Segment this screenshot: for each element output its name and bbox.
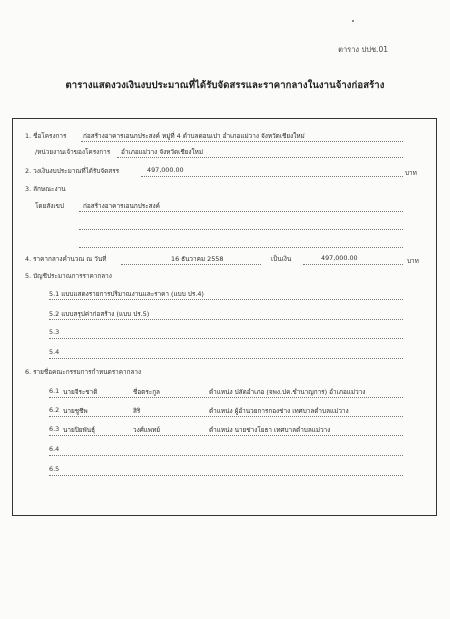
item5-entry: 5.3 <box>49 328 60 336</box>
member-no: 6.3 <box>49 425 60 433</box>
member-name: นายจีระชาติ <box>63 388 98 396</box>
item3-sub-label: โดยสังเขป <box>35 202 64 210</box>
item5-entry-line <box>49 358 403 359</box>
item4-date-line <box>121 264 261 265</box>
member-surname: สิริ <box>133 407 141 415</box>
item3-value: ก่อสร้างอาคารเอนกประสงค์ <box>83 202 160 210</box>
member-position: ตำแหน่ง ปลัดอำเภอ (จพง.ปค.ชำนาญการ) อำเภอแม่วาง <box>209 388 366 396</box>
item3-line-1 <box>79 211 403 212</box>
item1-agency-line <box>117 157 403 158</box>
item4-amount-label: เป็นเงิน <box>271 255 292 263</box>
member-surname: วงศ์แพทย์ <box>133 426 161 434</box>
member-name: นายปิยพันธุ์ <box>63 426 95 434</box>
item1-agency-label: /หน่วยงานเจ้าของโครงการ <box>35 148 111 156</box>
item5-entry: 5.2 แบบสรุปค่าก่อสร้าง (แบบ ปร.5) <box>49 310 150 318</box>
item5-entry-line <box>49 299 403 300</box>
item5-entry-line <box>49 319 403 320</box>
member-no: 6.2 <box>49 406 60 414</box>
scan-speck <box>352 20 354 22</box>
item2-label: 2. วงเงินงบประมาณที่ได้รับจัดสรร <box>25 167 120 175</box>
item4-unit: บาท <box>407 257 419 265</box>
item5-entry: 5.4 <box>49 348 60 356</box>
item2-line <box>141 176 403 177</box>
member-no: 6.1 <box>49 387 60 395</box>
item2-unit: บาท <box>405 169 417 177</box>
item1-label: 1. ชื่อโครงการ <box>25 132 67 140</box>
item4-amount-line <box>303 264 403 265</box>
item4-amount: 497,000.00 <box>321 254 358 262</box>
member-position: ตำแหน่ง นายช่างโยธา เทศบาลตำบลแม่วาง <box>209 426 331 434</box>
member-surname: ชื่อตระกูล <box>133 388 160 396</box>
item5-entry: 5.1 แบบแสดงรายการปริมาณงานและราคา (แบบ ปร.4) <box>49 290 204 298</box>
member-line <box>49 416 403 417</box>
form-code: ตาราง ปปช.01 <box>338 45 388 54</box>
member-no: 6.5 <box>49 465 60 473</box>
member-position: ตำแหน่ง ผู้อำนวยการกองช่าง เทศบาลตำบลแม่วาง <box>209 407 349 415</box>
item2-value: 497,000.00 <box>147 166 184 174</box>
member-name: นายชูชีพ <box>63 407 88 415</box>
member-no: 6.4 <box>49 445 60 453</box>
item1-agency-value: อำเภอแม่วาง จังหวัดเชียงใหม่ <box>121 148 204 156</box>
member-line <box>49 475 403 476</box>
member-line <box>49 435 403 436</box>
item1-line <box>81 141 403 142</box>
item6-label: 6. รายชื่อคณะกรรมการกำหนดราคากลาง <box>25 368 142 376</box>
item5-entry-line <box>49 338 403 339</box>
item3-line-2 <box>79 229 403 230</box>
form-box <box>12 118 437 516</box>
item4-label: 4. ราคากลางคำนวณ ณ วันที่ <box>25 255 107 263</box>
item3-label: 3. ลักษณะงาน <box>25 185 66 193</box>
member-line <box>49 455 403 456</box>
item1-value: ก่อสร้างอาคารเอนกประสงค์ หมู่ที่ 4 ตำบลดอนเปา อำเภอแม่วาง จังหวัดเชียงใหม่ <box>83 132 305 140</box>
document-heading: ตารางแสดงวงเงินงบประมาณที่ได้รับจัดสรรและราคากลางในงานจ้างก่อสร้าง <box>65 80 385 91</box>
item3-line-3 <box>79 247 403 248</box>
item4-date: 16 ธันวาคม 2558 <box>171 255 224 263</box>
member-line <box>49 397 403 398</box>
item5-label: 5. บัญชีประมาณการราคากลาง <box>25 272 112 280</box>
